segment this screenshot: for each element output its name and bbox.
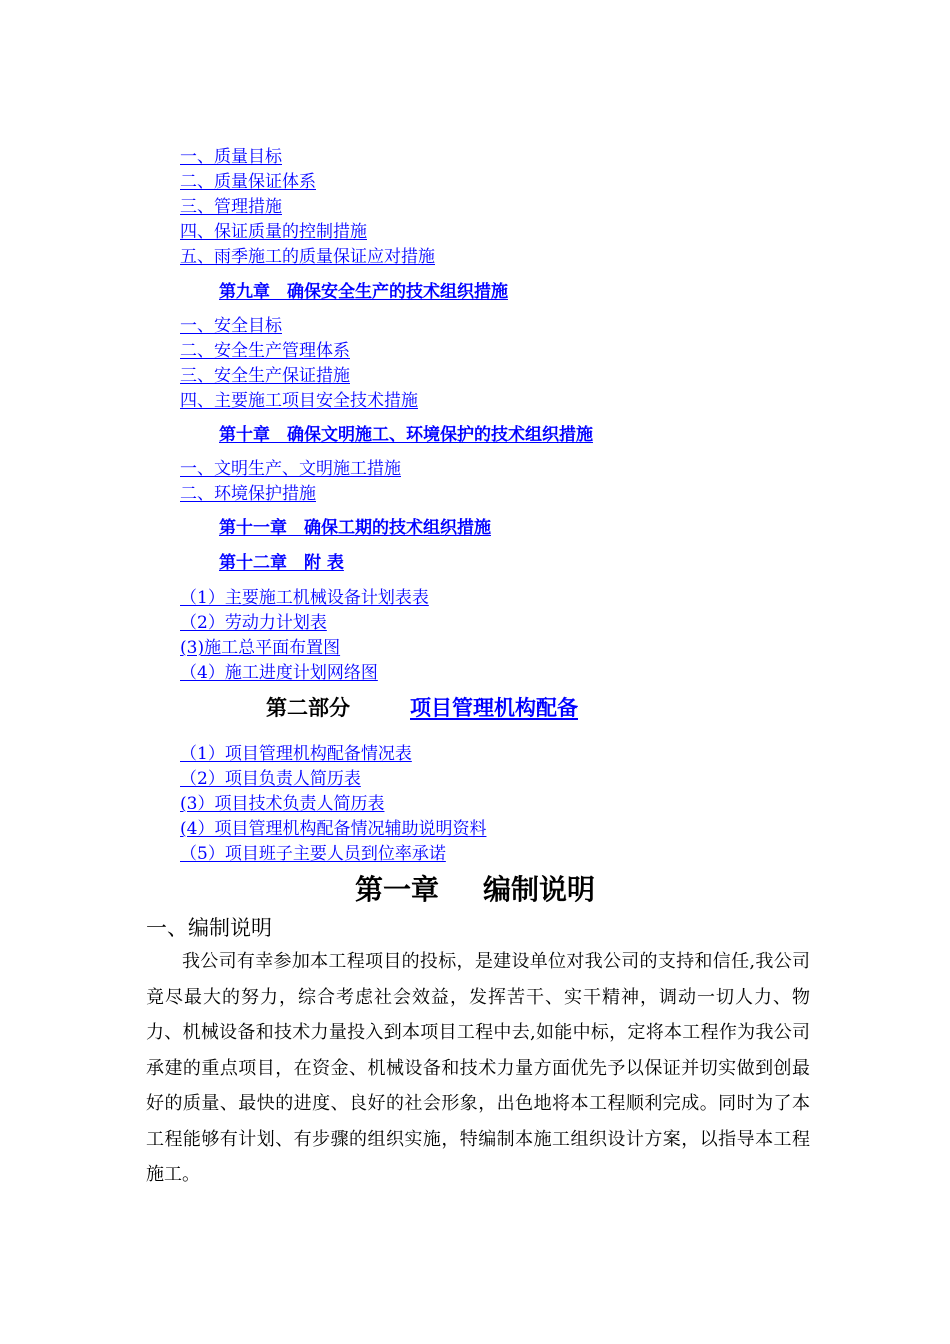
toc-part2-label: 第二部分	[266, 696, 350, 720]
toc-ch8-item-4[interactable]: 四、保证质量的控制措施	[180, 222, 367, 242]
toc-ch10-item-2[interactable]: 二、环境保护措施	[180, 484, 316, 504]
chapter-heading	[0, 872, 950, 908]
toc-part2-item-2[interactable]: （2）项目负责人简历表	[180, 769, 361, 789]
toc-part2-item-3[interactable]: (3）项目技术负责人简历表	[180, 794, 385, 814]
toc-ch9-item-1[interactable]: 一、安全目标	[180, 316, 282, 336]
toc-ch8-item-3[interactable]: 三、管理措施	[180, 197, 282, 217]
toc-ch8-item-2[interactable]: 二、质量保证体系	[180, 172, 316, 192]
toc-chapter-10[interactable]: 第十章 确保文明施工、环境保护的技术组织措施	[219, 425, 593, 445]
toc-ch12-item-1[interactable]: （1）主要施工机械设备计划表表	[180, 588, 429, 608]
toc-ch8-item-1[interactable]: 一、质量目标	[180, 147, 282, 167]
toc-ch12-item-2[interactable]: （2）劳动力计划表	[180, 613, 327, 633]
toc-chapter-11[interactable]: 第十一章 确保工期的技术组织措施	[219, 518, 491, 538]
toc-ch12-item-4[interactable]: （4）施工进度计划网络图	[180, 663, 378, 683]
toc-ch10-item-1[interactable]: 一、文明生产、文明施工措施	[180, 459, 401, 479]
body-paragraph: 我公司有幸参加本工程项目的投标，是建设单位对我公司的支持和信任,我公司竟尽最大的努力，综合考虑社会效益，发挥苦干、实干精神，调动一切人力、物力、机械设备和技术力量投入到本项目工程中去,如能中标，定将本工程作为我公司承建的重点项目，在资金、机械设备和技术力量方面优先予以保证并切实做到创最好的质量、最快的进度、良好的社会形象，出色地将本工程顺利完成。同时为了本工程能够有计划、有步骤的组织实施，特编制本施工组织设计方案，以指导本工程施工。	[146, 951, 810, 1185]
toc-ch9-item-4[interactable]: 四、主要施工项目安全技术措施	[180, 391, 418, 411]
toc-part2-title[interactable]: 项目管理机构配备	[410, 696, 578, 720]
toc-part2-item-1[interactable]: （1）项目管理机构配备情况表	[180, 744, 412, 764]
toc-ch12-item-3[interactable]: (3)施工总平面布置图	[180, 638, 341, 658]
toc-part2-item-4[interactable]: (4）项目管理机构配备情况辅助说明资料	[180, 819, 487, 839]
section-heading: 一、编制说明	[146, 916, 272, 940]
chapter-title: 编制说明	[483, 873, 596, 906]
toc-chapter-9[interactable]: 第九章 确保安全生产的技术组织措施	[219, 282, 508, 302]
chapter-number: 第一章	[354, 873, 439, 906]
toc-ch8-item-5[interactable]: 五、雨季施工的质量保证应对措施	[180, 247, 435, 267]
toc-chapter-12[interactable]: 第十二章 附 表	[219, 553, 344, 573]
toc-part2-item-5[interactable]: （5）项目班子主要人员到位率承诺	[180, 844, 446, 864]
toc-ch9-item-2[interactable]: 二、安全生产管理体系	[180, 341, 350, 361]
toc-ch9-item-3[interactable]: 三、安全生产保证措施	[180, 366, 350, 386]
